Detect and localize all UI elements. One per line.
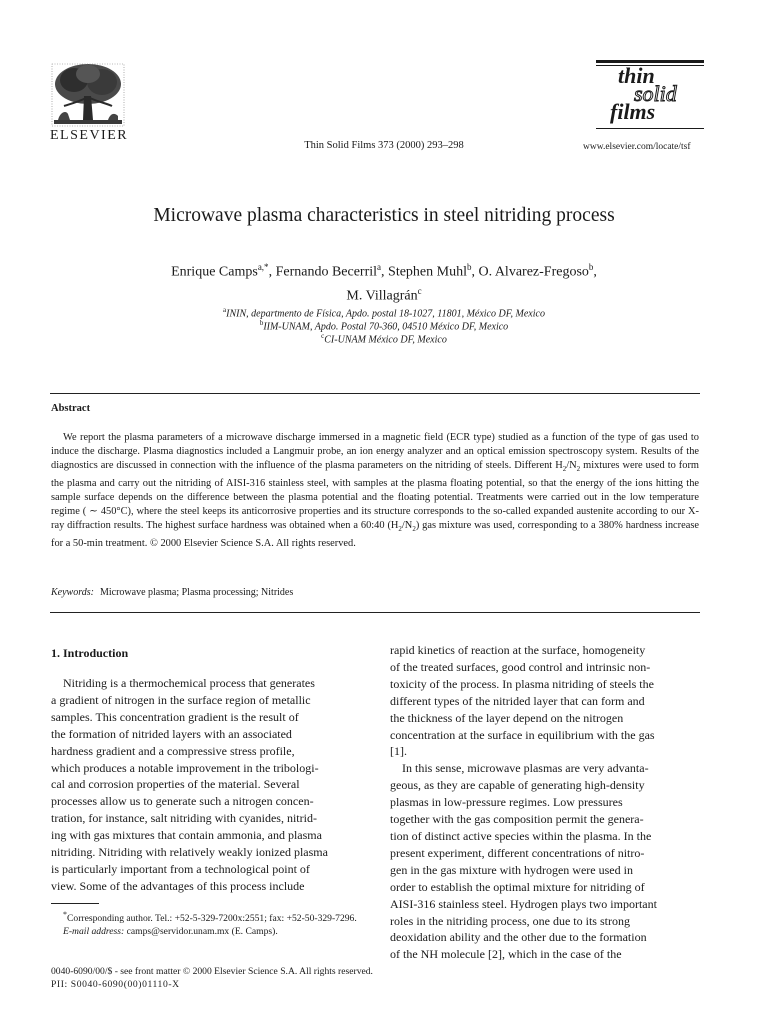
elsevier-tree-logo	[50, 62, 126, 128]
footnote-contact: Corresponding author. Tel.: +52-5-329-7200x:2551; fax: +52-50-329-7296.	[67, 913, 357, 925]
publisher-name: ELSEVIER	[50, 128, 129, 143]
journal-reference: Thin Solid Films 373 (2000) 293–298	[304, 140, 464, 151]
left-column	[51, 675, 361, 895]
text-line: which produces a notable improvement in the tribologi-	[51, 760, 319, 775]
affiliation-mark: b	[259, 319, 264, 327]
text-line: hardness gradient and a compressive stress profile,	[51, 743, 295, 758]
text-line: different types of the nitrided layer that can form and	[390, 693, 645, 708]
text-line: tration, for instance, salt nitriding with cyanides, nitrid-	[51, 811, 317, 826]
text-line: the thickness of the layer depend on the nitrogen	[390, 710, 624, 725]
affiliation-mark: c	[321, 332, 325, 340]
text-line: gen in the gas mixture with hydrogen were used in	[390, 862, 633, 877]
author-name: Enrique Camps	[171, 264, 258, 280]
keywords	[51, 587, 293, 598]
abstract-heading: Abstract	[51, 403, 91, 414]
right-column	[390, 642, 700, 963]
text-line: the formation of nitrided layers with an associated	[51, 726, 292, 741]
journal-logo-thin: thin	[618, 63, 655, 88]
journal-logo-films: films	[610, 99, 656, 124]
journal-url[interactable]: www.elsevier.com/locate/tsf	[583, 142, 691, 152]
text-line: deoxidation ability and the other due to the formation	[390, 930, 647, 945]
abstract-bottom-rule	[50, 612, 700, 613]
keywords-label: Keywords:	[51, 587, 94, 598]
text-line: of the NH molecule [2], which in the case of the	[390, 947, 622, 962]
author-affil-mark: a,*	[257, 262, 269, 272]
text-line: view. Some of the advantages of this process include	[51, 878, 305, 893]
affiliation-text: IIM-UNAM, Apdo. Postal 70-360, 04510 México DF, Mexico	[263, 321, 509, 333]
email-label: E-mail address:	[63, 925, 125, 937]
text-line: ing with gas mixtures that contain ammonia, and plasma	[51, 828, 322, 843]
text-line: toxicity of the process. In plasma nitriding of steels the	[390, 676, 654, 691]
section-heading: 1. Introduction	[51, 646, 129, 660]
text-line: [1].	[390, 744, 407, 759]
text-line: present experiment, different concentrations of nitro-	[390, 845, 645, 860]
masthead-background	[150, 56, 590, 146]
author-list: Enrique Camps$^{a,*}$, Fernando Becerril$^a$, Stephen Muhl$^b$, O. Alvarez-Fregoso$^b$, M. Villagrán$^c$	[171, 262, 597, 304]
text-line: cal and corrosion properties of the material. Several	[51, 777, 300, 792]
footnote-rule	[51, 903, 99, 904]
author-affil-mark: c	[417, 285, 422, 296]
text-line: together with the gas composition permit the genera-	[390, 812, 644, 827]
affiliation-text: ININ, departmento de Física, Apdo. postal 18-1027, 11801, México DF, Mexico	[226, 308, 545, 320]
corresponding-author-footnote	[51, 909, 363, 938]
text-line: order to establish the optimal mixture for nitriding of	[390, 879, 645, 894]
journal-logo	[596, 60, 704, 132]
text-line: rapid kinetics of reaction at the surface, homogeneity	[390, 643, 646, 657]
affiliation	[0, 332, 768, 345]
copyright-line: 0040-6090/00/$ - see front matter © 2000 Elsevier Science S.A. All rights reserved.	[51, 966, 373, 977]
abstract-top-rule	[50, 393, 700, 394]
abstract-body: We report the plasma parameters of a microwave discharge immersed in a magnetic field (ECR type) studied as a function of the type of gas used to induce the discharge. Plasma diagnostics included a Langmuir probe, an ion energy analyzer and an optical emission spectroscopy system. Results of the diagnostics are discussed in connection with the influence of the plasma parameters on the nitriding of steels. Different $H_2/N_2$ mixtures were used to form the plasma and carry out the nitriding of AISI-316 stainless steel, with samples at the plasma floating potential, so that the energy of the ions hitting the sample surface depends on the difference between the plasma potential and the floating potential. Treatments were carried out in the low temperature regime ( ∼ 450°C), where the steel keeps its anticorrosive properties and its structure corresponds to the so-called expanded austenite according to our X-ray diffraction results. The highest surface hardness was obtained when a 60:40 $(H_2/N_2)$ gas mixture was used, corresponding to a 380% hardness increase for a 50-min treatment. © 2000 Elsevier Science S.A. All rights reserved.	[51, 432, 699, 549]
author-name: Stephen Muhl	[388, 264, 467, 280]
text-line: samples. This concentration gradient is the result of	[51, 709, 299, 724]
text-line: In this sense, microwave plasmas are very advanta-	[402, 761, 649, 776]
text-line: roles in the nitriding process, one due to its strong	[390, 913, 630, 928]
text-line: of the treated surfaces, good control and intrinsic non-	[390, 659, 651, 674]
text-line: AISI-316 stainless steel. Hydrogen plays two important	[390, 896, 657, 911]
text-line: Nitriding is a thermochemical process that generates	[63, 676, 315, 690]
text-line: tion of distinct active species within the plasma. In the	[390, 828, 652, 843]
author-affil-mark: a	[377, 262, 382, 272]
affiliation	[0, 306, 768, 319]
affiliation-mark: a	[223, 306, 227, 314]
text-line: concentration at the surface in equilibrium with the gas	[390, 727, 655, 742]
affiliation-text: CI-UNAM México DF, Mexico	[324, 334, 447, 346]
author-name: M. Villagrán	[346, 288, 418, 304]
pii-line: PII: S0040-6090(00)01110-X	[51, 979, 180, 990]
affiliation	[0, 319, 768, 332]
journal-logo-solid: solid	[634, 81, 677, 106]
text-line: a gradient of nitrogen in the surface region of metallic	[51, 692, 311, 707]
paper-title: Microwave plasma characteristics in steel nitriding process	[153, 205, 615, 226]
text-line: geous, as they are capable of generating high-density	[390, 778, 645, 793]
author-affil-mark: b	[466, 262, 472, 272]
text-line: is particularly important from a technological point of	[51, 861, 310, 876]
author-name: O. Alvarez-Fregoso	[478, 264, 589, 280]
keywords-value: Microwave plasma; Plasma processing; Nitrides	[99, 587, 294, 598]
text-line: processes allow us to generate such a nitrogen concen-	[51, 794, 314, 809]
text-line: plasmas in low-pressure regimes. Low pressures	[390, 795, 623, 810]
email-address[interactable]: camps@servidor.unam.mx (E. Camps).	[126, 925, 278, 937]
text-line: nitriding. Nitriding with relatively weakly ionized plasma	[51, 845, 328, 860]
author-affil-mark: b	[588, 262, 594, 272]
author-name: Fernando Becerril	[275, 264, 378, 280]
footnote-mark: *	[63, 910, 67, 919]
